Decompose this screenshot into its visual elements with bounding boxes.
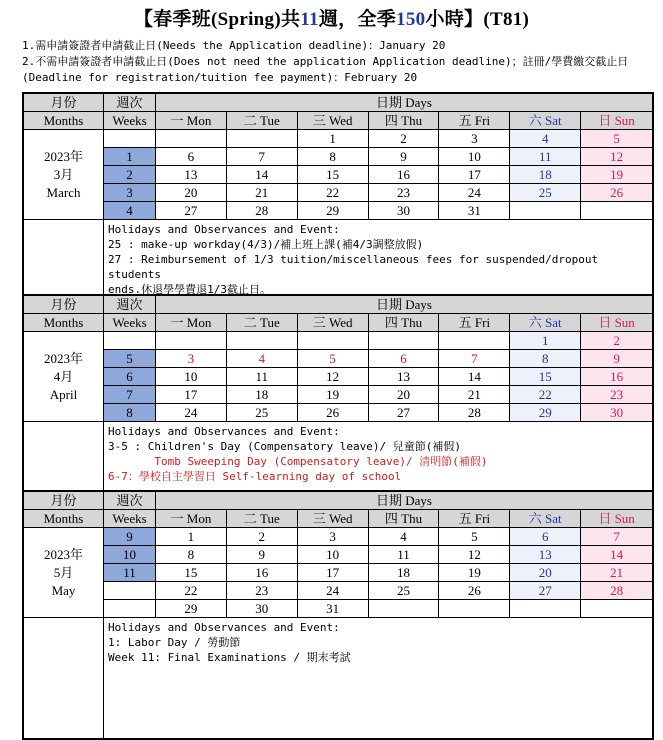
title-prefix: 【春季班(Spring)共 bbox=[133, 9, 301, 30]
day-header: 二 Tue bbox=[227, 510, 298, 528]
dates-header: 日期 Days bbox=[156, 296, 652, 314]
day-header: 二 Tue bbox=[227, 112, 298, 130]
day-cell: 30 bbox=[369, 202, 440, 220]
day-cell bbox=[369, 600, 440, 618]
month-label bbox=[24, 528, 104, 618]
day-header: 日 Sun bbox=[581, 510, 652, 528]
title-hours: 150 bbox=[396, 9, 426, 30]
day-cell: 21 bbox=[227, 184, 298, 202]
day-cell: 16 bbox=[227, 564, 298, 582]
week-number: 10 bbox=[104, 546, 156, 564]
day-cell: 17 bbox=[156, 386, 227, 404]
note-line: 1: Labor Day / 勞動節 bbox=[108, 636, 241, 649]
day-cell: 12 bbox=[298, 368, 369, 386]
dates-header: 日期 Days bbox=[156, 94, 652, 112]
week-header-zh: 週次 bbox=[104, 296, 156, 314]
day-cell: 22 bbox=[298, 184, 369, 202]
day-cell: 31 bbox=[298, 600, 369, 618]
day-cell bbox=[439, 332, 510, 350]
day-header: 五 Fri bbox=[439, 510, 510, 528]
day-cell bbox=[298, 332, 369, 350]
day-cell: 23 bbox=[369, 184, 440, 202]
day-cell bbox=[510, 202, 581, 220]
day-cell: 15 bbox=[156, 564, 227, 582]
title-suffix: 小時】(T81) bbox=[425, 9, 530, 30]
day-cell: 22 bbox=[156, 582, 227, 600]
calendar-grid bbox=[24, 492, 652, 738]
day-cell: 4 bbox=[227, 350, 298, 368]
note-line: Week 11: Final Examinations / 期末考試 bbox=[108, 651, 351, 664]
day-header: 四 Thu bbox=[369, 112, 440, 130]
day-cell: 13 bbox=[369, 368, 440, 386]
week-number bbox=[104, 582, 156, 600]
day-cell: 24 bbox=[156, 404, 227, 422]
day-cell: 5 bbox=[581, 130, 652, 148]
day-cell: 27 bbox=[510, 582, 581, 600]
day-header: 四 Thu bbox=[369, 314, 440, 332]
month-block bbox=[22, 490, 654, 740]
week-number bbox=[104, 130, 156, 148]
day-cell: 26 bbox=[439, 582, 510, 600]
holiday-notes bbox=[104, 618, 652, 738]
note-line: ends.休退學學費退1/3截止日。 bbox=[108, 283, 271, 296]
day-header: 三 Wed bbox=[298, 314, 369, 332]
month-label-line: March bbox=[46, 184, 81, 200]
day-cell: 7 bbox=[439, 350, 510, 368]
day-header: 三 Wed bbox=[298, 510, 369, 528]
day-cell: 9 bbox=[369, 148, 440, 166]
day-cell: 14 bbox=[227, 166, 298, 184]
day-cell bbox=[156, 332, 227, 350]
day-cell: 8 bbox=[510, 350, 581, 368]
day-cell: 13 bbox=[510, 546, 581, 564]
calendar-grid bbox=[24, 94, 652, 314]
month-header-zh: 月份 bbox=[24, 94, 104, 112]
month-label bbox=[24, 130, 104, 220]
day-cell: 29 bbox=[510, 404, 581, 422]
month-label-line: 4月 bbox=[53, 368, 74, 384]
day-cell bbox=[581, 202, 652, 220]
week-header-en: Weeks bbox=[104, 112, 156, 130]
day-cell: 25 bbox=[369, 582, 440, 600]
day-cell: 29 bbox=[298, 202, 369, 220]
dates-header: 日期 Days bbox=[156, 492, 652, 510]
week-number: 8 bbox=[104, 404, 156, 422]
day-cell: 3 bbox=[156, 350, 227, 368]
day-cell: 20 bbox=[510, 564, 581, 582]
day-cell: 24 bbox=[439, 184, 510, 202]
day-header: 一 Mon bbox=[156, 314, 227, 332]
week-header-en: Weeks bbox=[104, 314, 156, 332]
month-block bbox=[22, 294, 654, 516]
week-number: 4 bbox=[104, 202, 156, 220]
day-cell: 8 bbox=[156, 546, 227, 564]
day-cell: 28 bbox=[227, 202, 298, 220]
month-header-zh: 月份 bbox=[24, 296, 104, 314]
day-header: 六 Sat bbox=[510, 112, 581, 130]
month-label-line: 2023年 bbox=[43, 350, 83, 366]
week-number bbox=[104, 332, 156, 350]
day-cell: 17 bbox=[439, 166, 510, 184]
month-block bbox=[22, 92, 654, 316]
day-cell: 16 bbox=[581, 368, 652, 386]
month-header-en: Months bbox=[24, 112, 104, 130]
day-cell: 30 bbox=[581, 404, 652, 422]
day-cell: 3 bbox=[439, 130, 510, 148]
note-line: 1.需申請簽證者申請截止日(Needs the Application deadline)：January 20 bbox=[22, 39, 446, 52]
day-cell: 28 bbox=[439, 404, 510, 422]
month-label-line: 2023年 bbox=[43, 546, 83, 562]
day-cell: 29 bbox=[156, 600, 227, 618]
day-cell: 12 bbox=[439, 546, 510, 564]
day-cell bbox=[369, 332, 440, 350]
day-header: 一 Mon bbox=[156, 112, 227, 130]
day-cell: 28 bbox=[581, 582, 652, 600]
day-cell: 12 bbox=[581, 148, 652, 166]
day-cell: 15 bbox=[510, 368, 581, 386]
month-label-line: April bbox=[49, 386, 78, 402]
day-cell: 1 bbox=[510, 332, 581, 350]
day-cell: 6 bbox=[156, 148, 227, 166]
day-cell: 27 bbox=[156, 202, 227, 220]
day-cell: 26 bbox=[298, 404, 369, 422]
day-cell: 11 bbox=[227, 368, 298, 386]
day-cell: 31 bbox=[439, 202, 510, 220]
day-cell: 2 bbox=[369, 130, 440, 148]
week-header-en: Weeks bbox=[104, 510, 156, 528]
note-line: Holidays and Observances and Event: bbox=[108, 223, 340, 236]
day-cell bbox=[227, 332, 298, 350]
month-label-line: May bbox=[51, 582, 76, 598]
day-cell: 19 bbox=[298, 386, 369, 404]
day-cell: 3 bbox=[298, 528, 369, 546]
week-number: 3 bbox=[104, 184, 156, 202]
day-cell: 21 bbox=[581, 564, 652, 582]
week-number: 11 bbox=[104, 564, 156, 582]
day-cell: 14 bbox=[439, 368, 510, 386]
week-header-zh: 週次 bbox=[104, 492, 156, 510]
day-cell: 10 bbox=[439, 148, 510, 166]
day-cell bbox=[510, 600, 581, 618]
day-cell: 24 bbox=[298, 582, 369, 600]
day-cell: 30 bbox=[227, 600, 298, 618]
note-line: 25 : make-up workday(4/3)/補上班上課(補4/3調整放假) bbox=[108, 238, 424, 251]
page-title bbox=[0, 4, 663, 31]
note-line: Holidays and Observances and Event: bbox=[108, 621, 340, 634]
day-cell: 23 bbox=[227, 582, 298, 600]
day-header: 一 Mon bbox=[156, 510, 227, 528]
month-label-line: 5月 bbox=[53, 564, 74, 580]
day-cell: 27 bbox=[369, 404, 440, 422]
day-cell: 8 bbox=[298, 148, 369, 166]
day-cell: 9 bbox=[581, 350, 652, 368]
day-cell: 18 bbox=[369, 564, 440, 582]
day-header: 日 Sun bbox=[581, 314, 652, 332]
week-number: 5 bbox=[104, 350, 156, 368]
day-cell: 19 bbox=[439, 564, 510, 582]
month-label-line: 2023年 bbox=[43, 148, 83, 164]
week-number: 9 bbox=[104, 528, 156, 546]
day-cell: 23 bbox=[581, 386, 652, 404]
month-header-zh: 月份 bbox=[24, 492, 104, 510]
month-header-en: Months bbox=[24, 510, 104, 528]
note-line: Tomb Sweeping Day (Compensatory leave)/ 清明節(補假) bbox=[108, 455, 488, 468]
notes-spacer bbox=[24, 618, 104, 738]
day-cell: 19 bbox=[581, 166, 652, 184]
day-cell: 25 bbox=[510, 184, 581, 202]
day-header: 六 Sat bbox=[510, 510, 581, 528]
day-cell bbox=[156, 130, 227, 148]
day-cell: 20 bbox=[156, 184, 227, 202]
month-header-en: Months bbox=[24, 314, 104, 332]
day-cell: 7 bbox=[227, 148, 298, 166]
day-cell: 25 bbox=[227, 404, 298, 422]
day-cell: 15 bbox=[298, 166, 369, 184]
day-cell: 21 bbox=[439, 386, 510, 404]
day-cell: 14 bbox=[581, 546, 652, 564]
day-cell: 13 bbox=[156, 166, 227, 184]
week-number: 6 bbox=[104, 368, 156, 386]
day-cell: 20 bbox=[369, 386, 440, 404]
day-cell: 2 bbox=[227, 528, 298, 546]
week-number: 2 bbox=[104, 166, 156, 184]
title-weeks: 11 bbox=[300, 9, 319, 30]
day-cell: 4 bbox=[369, 528, 440, 546]
note-line: Holidays and Observances and Event: bbox=[108, 425, 340, 438]
day-cell: 26 bbox=[581, 184, 652, 202]
week-number: 1 bbox=[104, 148, 156, 166]
day-cell: 2 bbox=[581, 332, 652, 350]
day-cell: 18 bbox=[510, 166, 581, 184]
week-number bbox=[104, 600, 156, 618]
day-cell: 4 bbox=[510, 130, 581, 148]
note-line: 3-5 : Children's Day (Compensatory leave)/ 兒童節(補假) bbox=[108, 440, 462, 453]
day-cell: 1 bbox=[156, 528, 227, 546]
day-header: 二 Tue bbox=[227, 314, 298, 332]
day-cell: 10 bbox=[298, 546, 369, 564]
note-line: 27 : Reimbursement of 1/3 tuition/miscellaneous fees for suspended/dropout students bbox=[108, 253, 605, 281]
day-header: 六 Sat bbox=[510, 314, 581, 332]
day-cell: 11 bbox=[510, 148, 581, 166]
day-header: 五 Fri bbox=[439, 314, 510, 332]
day-header: 四 Thu bbox=[369, 510, 440, 528]
day-cell: 5 bbox=[439, 528, 510, 546]
application-notes bbox=[22, 38, 628, 86]
day-header: 日 Sun bbox=[581, 112, 652, 130]
day-cell: 5 bbox=[298, 350, 369, 368]
day-header: 五 Fri bbox=[439, 112, 510, 130]
day-cell bbox=[227, 130, 298, 148]
day-cell: 6 bbox=[369, 350, 440, 368]
calendar-grid bbox=[24, 296, 652, 514]
note-line: 2.不需申請簽證者申請截止日(Does not need the application Application deadline)；註冊/學費繳交截止日 bbox=[22, 55, 629, 68]
week-header-zh: 週次 bbox=[104, 94, 156, 112]
day-header: 三 Wed bbox=[298, 112, 369, 130]
month-label-line: 3月 bbox=[53, 166, 74, 182]
day-cell: 10 bbox=[156, 368, 227, 386]
day-cell: 6 bbox=[510, 528, 581, 546]
day-cell bbox=[581, 600, 652, 618]
day-cell: 16 bbox=[369, 166, 440, 184]
month-label bbox=[24, 332, 104, 422]
title-mid: 週，全季 bbox=[318, 9, 397, 30]
day-cell bbox=[439, 600, 510, 618]
note-line: (Deadline for registration/tuition fee payment)：February 20 bbox=[22, 71, 418, 84]
day-cell: 17 bbox=[298, 564, 369, 582]
day-cell: 18 bbox=[227, 386, 298, 404]
day-cell: 7 bbox=[581, 528, 652, 546]
day-cell: 11 bbox=[369, 546, 440, 564]
day-cell: 9 bbox=[227, 546, 298, 564]
day-cell: 1 bbox=[298, 130, 369, 148]
note-line: 6-7：學校自主學習日 Self-learning day of school bbox=[108, 470, 402, 483]
week-number: 7 bbox=[104, 386, 156, 404]
day-cell: 22 bbox=[510, 386, 581, 404]
